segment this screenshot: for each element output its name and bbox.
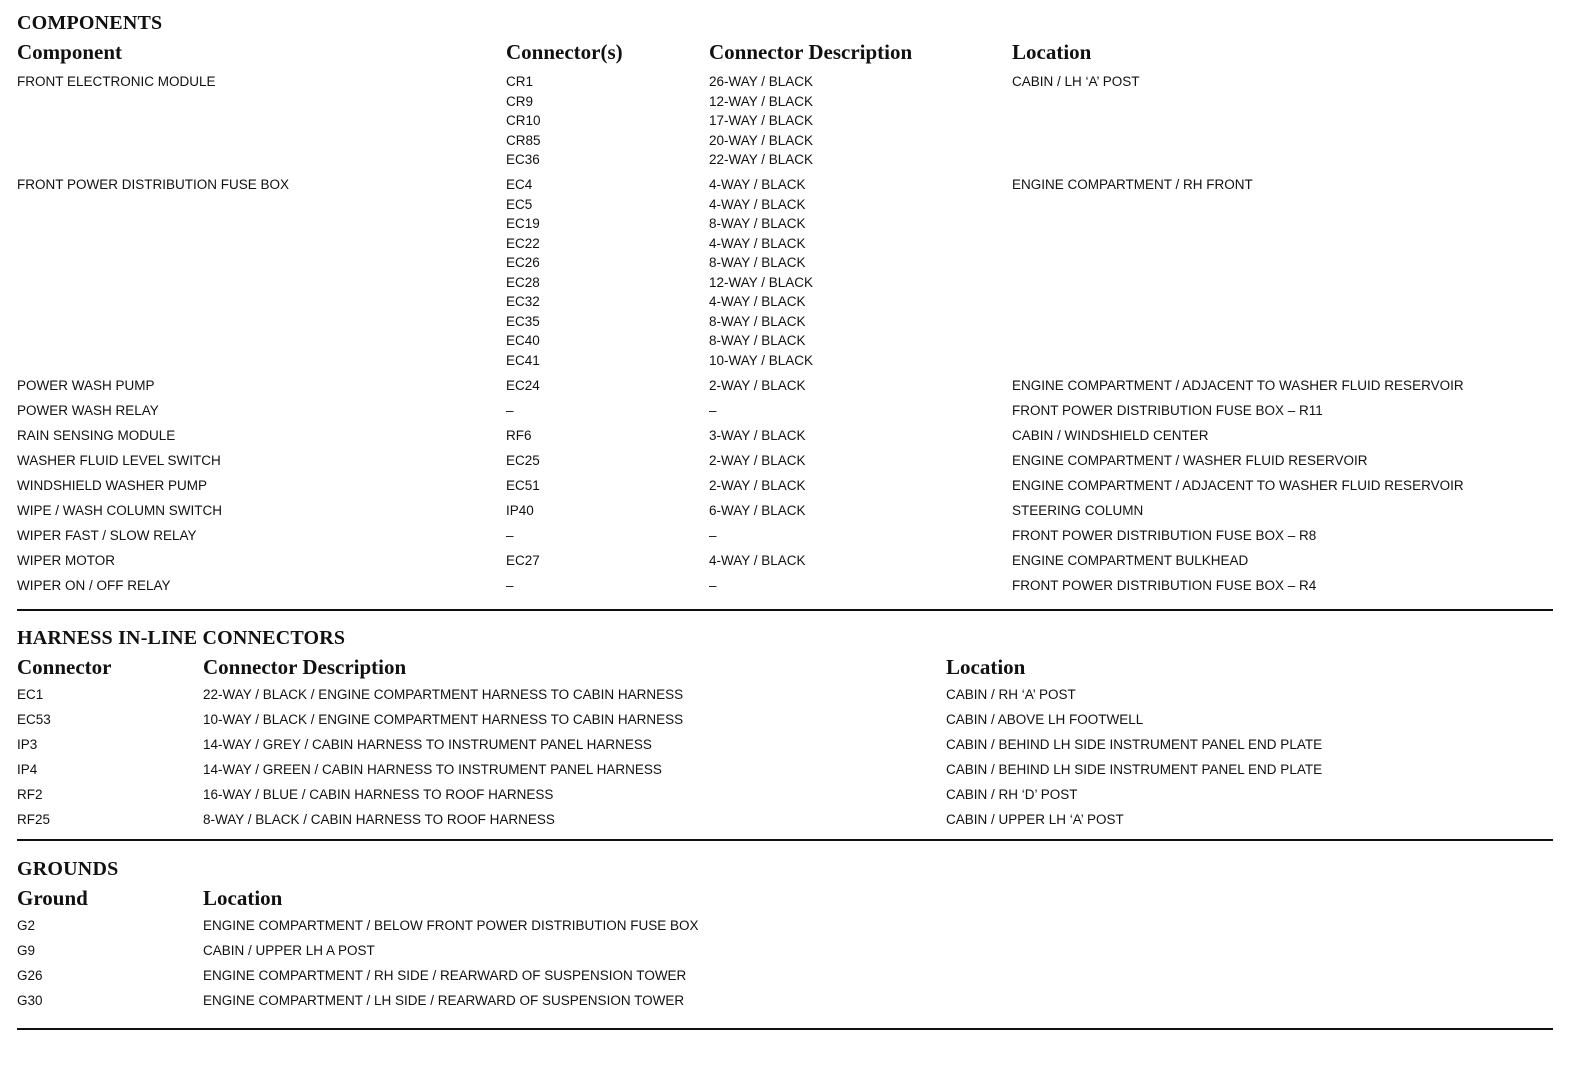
table-row — [17, 785, 1553, 810]
components-title: COMPONENTS — [17, 12, 163, 34]
connector-id: EC22 — [506, 235, 540, 251]
connector-list — [506, 526, 709, 546]
component-name: WIPER MOTOR — [17, 552, 116, 568]
component-location: CABIN / WINDSHIELD CENTER — [1012, 427, 1209, 443]
connector-list — [506, 426, 709, 446]
header-connectors: Connector(s) — [506, 40, 623, 64]
connector-description-list — [709, 401, 1012, 421]
connector-list — [506, 476, 709, 496]
grounds-header-row — [17, 882, 1553, 914]
component-name: RAIN SENSING MODULE — [17, 427, 176, 443]
table-row — [17, 966, 1553, 991]
table-row — [17, 376, 1553, 396]
section-divider — [17, 1028, 1553, 1030]
connector-id: EC28 — [506, 274, 540, 290]
connector-description: 10-WAY / BLACK — [709, 352, 814, 368]
table-row — [17, 401, 1553, 421]
connector-description-list — [709, 526, 1012, 546]
table-row — [17, 72, 1553, 170]
harness-location: CABIN / RH ‘A’ POST — [946, 687, 1076, 702]
harness-location: CABIN / RH ‘D’ POST — [946, 787, 1078, 802]
section-divider — [17, 839, 1553, 841]
connector-description-list — [709, 551, 1012, 571]
header-component: Component — [17, 40, 123, 64]
header-connector-description: Connector Description — [203, 655, 407, 679]
table-row — [17, 710, 1553, 735]
component-name: POWER WASH PUMP — [17, 377, 155, 393]
connector-id: CR1 — [506, 74, 534, 89]
component-location: ENGINE COMPARTMENT / WASHER FLUID RESERVOIR — [1012, 452, 1368, 468]
table-row — [17, 735, 1553, 760]
grounds-section — [17, 856, 1553, 1016]
table-row — [17, 941, 1553, 966]
connector-list — [506, 72, 709, 170]
table-row — [17, 991, 1553, 1016]
connector-description: 12-WAY / BLACK — [709, 274, 814, 290]
harness-header-row — [17, 651, 1553, 683]
connector-id: CR9 — [506, 93, 534, 109]
connector-description: 4-WAY / BLACK — [709, 552, 806, 568]
grounds-title: GROUNDS — [17, 858, 119, 880]
table-row — [17, 810, 1553, 835]
connector-description: 2-WAY / BLACK — [709, 377, 806, 393]
component-location: ENGINE COMPARTMENT BULKHEAD — [1012, 552, 1249, 568]
connector-description: 2-WAY / BLACK — [709, 477, 806, 493]
document-page — [17, 10, 1553, 1030]
connector-description-list — [709, 501, 1012, 521]
connector-id: – — [506, 577, 514, 593]
connector-id: EC35 — [506, 313, 540, 329]
connector-description-list — [709, 376, 1012, 396]
component-location: FRONT POWER DISTRIBUTION FUSE BOX – R4 — [1012, 577, 1317, 593]
table-row — [17, 501, 1553, 521]
connector-description: 4-WAY / BLACK — [709, 294, 806, 309]
connector-id: EC26 — [506, 255, 540, 270]
header-connector-description: Connector Description — [709, 40, 913, 64]
harness-location: CABIN / BEHIND LH SIDE INSTRUMENT PANEL END PLATE — [946, 762, 1323, 777]
harness-location: CABIN / UPPER LH ‘A’ POST — [946, 812, 1124, 827]
connector-id: EC51 — [506, 477, 540, 493]
connector-id: EC32 — [506, 294, 540, 309]
component-name: WIPER FAST / SLOW RELAY — [17, 527, 197, 543]
ground-location: ENGINE COMPARTMENT / LH SIDE / REARWARD OF SUSPENSION TOWER — [203, 993, 685, 1008]
harness-description: 22-WAY / BLACK / ENGINE COMPARTMENT HARNESS TO CABIN HARNESS — [203, 687, 684, 702]
table-row — [17, 451, 1553, 471]
component-location: FRONT POWER DISTRIBUTION FUSE BOX – R8 — [1012, 527, 1317, 543]
component-location: ENGINE COMPARTMENT / ADJACENT TO WASHER FLUID RESERVOIR — [1012, 377, 1464, 393]
table-row — [17, 916, 1553, 941]
table-row — [17, 760, 1553, 785]
harness-description: 8-WAY / BLACK / CABIN HARNESS TO ROOF HARNESS — [203, 812, 555, 827]
connector-description: 4-WAY / BLACK — [709, 196, 806, 212]
ground-id: G26 — [17, 968, 43, 983]
connector-description-list — [709, 476, 1012, 496]
connector-description: 6-WAY / BLACK — [709, 502, 806, 518]
connector-list — [506, 175, 709, 370]
connector-description: 26-WAY / BLACK — [709, 74, 814, 89]
component-name: POWER WASH RELAY — [17, 402, 159, 418]
connector-description: 4-WAY / BLACK — [709, 177, 806, 192]
connector-id: IP40 — [506, 502, 534, 518]
connector-id: – — [506, 527, 514, 543]
component-location: ENGINE COMPARTMENT / ADJACENT TO WASHER FLUID RESERVOIR — [1012, 477, 1464, 493]
component-name: FRONT POWER DISTRIBUTION FUSE BOX — [17, 177, 290, 192]
harness-description: 14-WAY / GREEN / CABIN HARNESS TO INSTRUMENT PANEL HARNESS — [203, 762, 662, 777]
harness-connector: RF25 — [17, 812, 51, 827]
connector-id: EC40 — [506, 333, 540, 348]
connector-description: – — [709, 527, 717, 543]
connector-id: CR85 — [506, 132, 541, 148]
components-table-body — [17, 72, 1553, 595]
ground-location: ENGINE COMPARTMENT / BELOW FRONT POWER DISTRIBUTION FUSE BOX — [203, 918, 699, 933]
grounds-table-body — [17, 916, 1553, 1016]
connector-description: 3-WAY / BLACK — [709, 427, 806, 443]
connector-id: RF6 — [506, 427, 532, 443]
connector-id: EC19 — [506, 216, 540, 231]
component-location: FRONT POWER DISTRIBUTION FUSE BOX – R11 — [1012, 402, 1323, 418]
connector-description-list — [709, 72, 1012, 170]
connector-id: CR10 — [506, 113, 541, 128]
harness-connector: IP4 — [17, 762, 38, 777]
ground-id: G9 — [17, 943, 36, 958]
section-divider — [17, 609, 1553, 611]
header-location: Location — [203, 886, 283, 910]
table-row — [17, 175, 1553, 370]
connector-list — [506, 376, 709, 396]
connector-id: – — [506, 402, 514, 418]
ground-location: CABIN / UPPER LH A POST — [203, 943, 375, 958]
connector-id: EC41 — [506, 352, 540, 368]
connector-description-list — [709, 175, 1012, 370]
component-location: STEERING COLUMN — [1012, 502, 1144, 518]
harness-title: HARNESS IN-LINE CONNECTORS — [17, 627, 346, 649]
connector-list — [506, 451, 709, 471]
harness-table-body — [17, 685, 1553, 835]
table-row — [17, 526, 1553, 546]
component-name: FRONT ELECTRONIC MODULE — [17, 74, 216, 89]
connector-description: 17-WAY / BLACK — [709, 113, 814, 128]
harness-description: 16-WAY / BLUE / CABIN HARNESS TO ROOF HARNESS — [203, 787, 554, 802]
table-row — [17, 426, 1553, 446]
ground-location: ENGINE COMPARTMENT / RH SIDE / REARWARD OF SUSPENSION TOWER — [203, 968, 687, 983]
connector-list — [506, 501, 709, 521]
connector-description-list — [709, 576, 1012, 596]
connector-description: 12-WAY / BLACK — [709, 93, 814, 109]
connector-description-list — [709, 426, 1012, 446]
connector-description: – — [709, 577, 717, 593]
harness-description: 14-WAY / GREY / CABIN HARNESS TO INSTRUMENT PANEL HARNESS — [203, 737, 652, 752]
header-ground: Ground — [17, 886, 88, 910]
harness-location: CABIN / ABOVE LH FOOTWELL — [946, 712, 1144, 727]
harness-location: CABIN / BEHIND LH SIDE INSTRUMENT PANEL END PLATE — [946, 737, 1323, 752]
component-location: ENGINE COMPARTMENT / RH FRONT — [1012, 177, 1253, 192]
connector-description: 8-WAY / BLACK — [709, 216, 806, 231]
header-connector: Connector — [17, 655, 112, 679]
connector-description-list — [709, 451, 1012, 471]
components-header-row — [17, 36, 1553, 68]
connector-description: 8-WAY / BLACK — [709, 313, 806, 329]
harness-description: 10-WAY / BLACK / ENGINE COMPARTMENT HARNESS TO CABIN HARNESS — [203, 712, 684, 727]
harness-connector: EC53 — [17, 712, 51, 727]
ground-id: G2 — [17, 918, 36, 933]
connector-id: EC36 — [506, 152, 540, 167]
connector-id: EC25 — [506, 452, 540, 468]
table-row — [17, 551, 1553, 571]
connector-description: 20-WAY / BLACK — [709, 132, 814, 148]
harness-section — [17, 625, 1553, 835]
header-location: Location — [946, 655, 1026, 679]
harness-connector: RF2 — [17, 787, 43, 802]
ground-id: G30 — [17, 993, 43, 1008]
connector-list — [506, 576, 709, 596]
connector-description: 8-WAY / BLACK — [709, 333, 806, 348]
component-location: CABIN / LH ‘A’ POST — [1012, 74, 1140, 89]
connector-list — [506, 551, 709, 571]
header-location: Location — [1012, 40, 1092, 64]
component-name: WIPER ON / OFF RELAY — [17, 577, 171, 593]
connector-id: EC27 — [506, 552, 540, 568]
table-row — [17, 685, 1553, 710]
connector-description: 2-WAY / BLACK — [709, 452, 806, 468]
table-row — [17, 476, 1553, 496]
connector-id: EC4 — [506, 177, 533, 192]
component-name: WASHER FLUID LEVEL SWITCH — [17, 452, 221, 468]
components-section — [17, 10, 1553, 595]
connector-description: – — [709, 402, 717, 418]
connector-description: 22-WAY / BLACK — [709, 152, 814, 167]
harness-connector: IP3 — [17, 737, 38, 752]
connector-id: EC5 — [506, 196, 533, 212]
connector-description: 8-WAY / BLACK — [709, 255, 806, 270]
table-row — [17, 576, 1553, 596]
connector-list — [506, 401, 709, 421]
connector-description: 4-WAY / BLACK — [709, 235, 806, 251]
component-name: WIPE / WASH COLUMN SWITCH — [17, 502, 222, 518]
component-name: WINDSHIELD WASHER PUMP — [17, 477, 208, 493]
connector-id: EC24 — [506, 377, 540, 393]
harness-connector: EC1 — [17, 687, 44, 702]
